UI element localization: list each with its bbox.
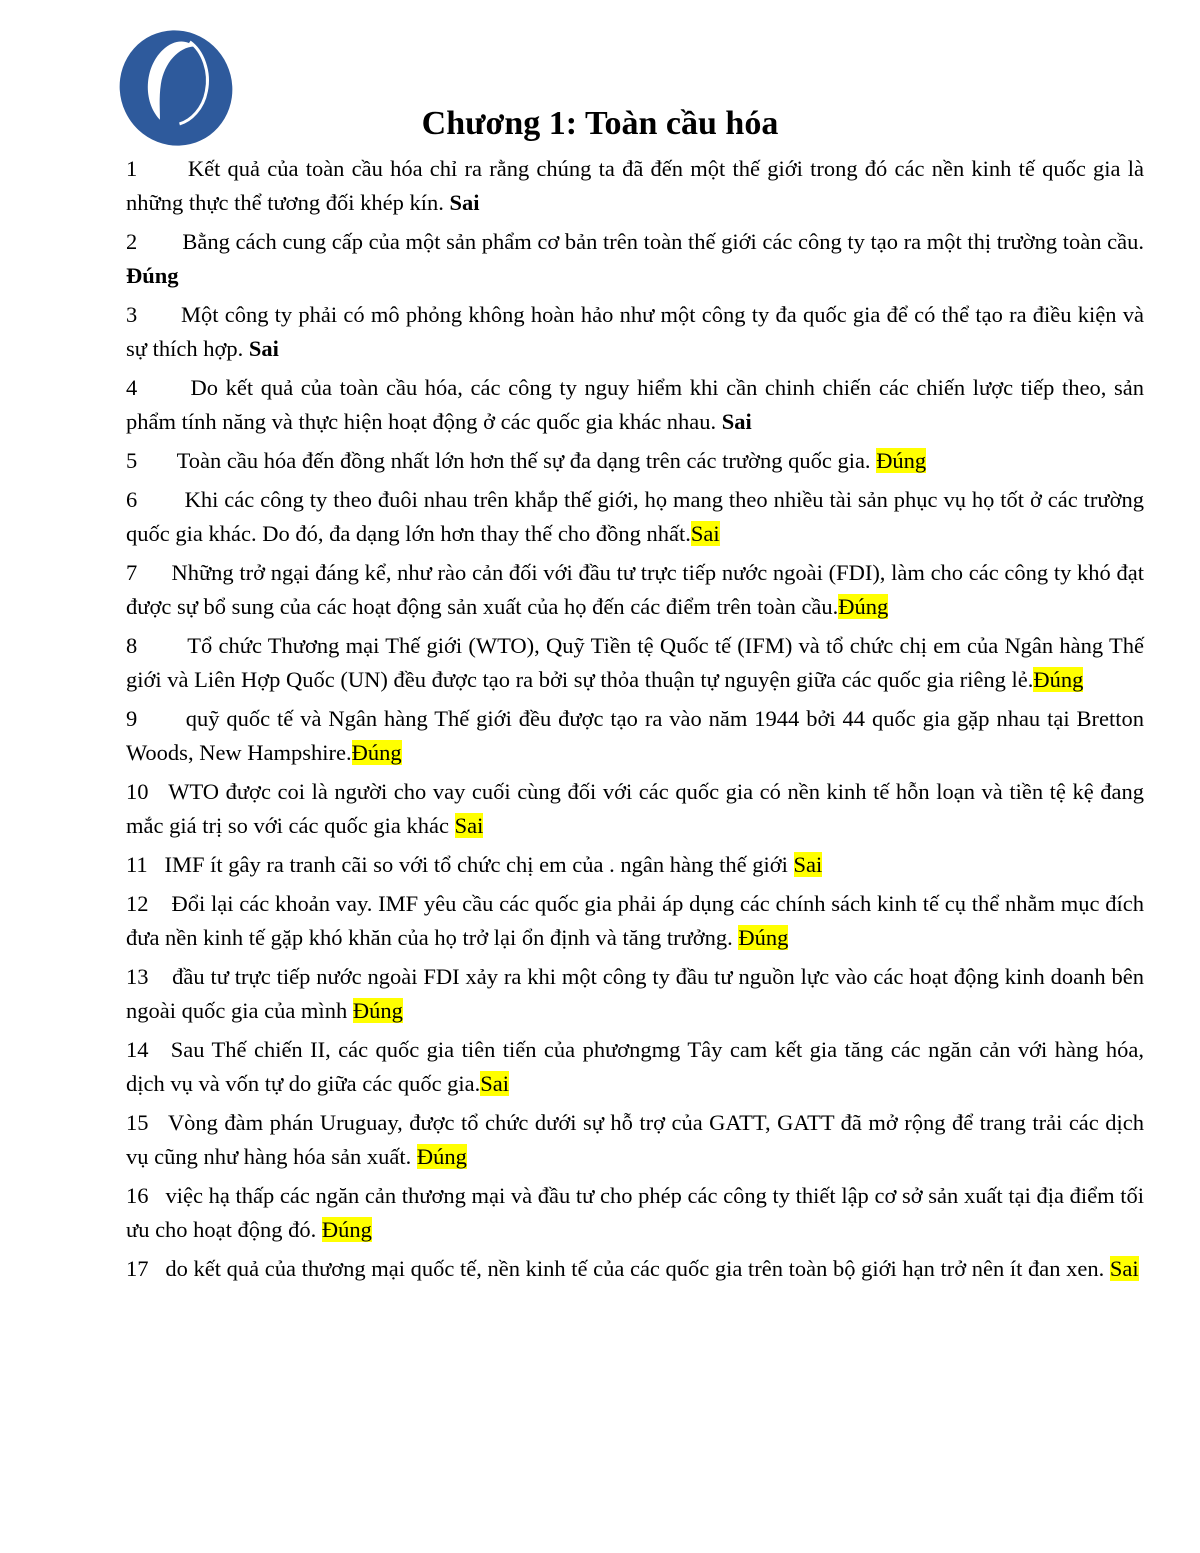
question-item [126, 848, 1144, 882]
question-item [126, 298, 1144, 366]
question-item [126, 1033, 1144, 1101]
question-item [126, 629, 1144, 697]
question-item [126, 444, 1144, 478]
question-text: Tổ chức Thương mại Thế giới (WTO), Quỹ Tiền tệ Quốc tế (IFM) và tổ chức chị em của Ngân hàng Thế giới và Liên Hợp Quốc (UN) đều được tạo ra bởi sự thỏa thuận tự nguyện giữa các quốc gia riêng lẻ. [126, 633, 1144, 692]
question-text: việc hạ thấp các ngăn cản thương mại và đầu tư cho phép các công ty thiết lập cơ sở sản xuất tại địa điểm tối ưu cho hoạt động đó. [126, 1183, 1145, 1242]
question-text: Bằng cách cung cấp của một sản phẩm cơ bản trên toàn thế giới các công ty tạo ra một thị trường toàn cầu. [182, 229, 1144, 254]
answer-label: Đúng [876, 448, 927, 473]
question-number: 14 [126, 1037, 149, 1062]
question-item [126, 152, 1144, 220]
question-list [126, 152, 1144, 1291]
answer-label: Sai [248, 336, 279, 361]
answer-label: Sai [480, 1071, 510, 1096]
answer-label: Sai [449, 190, 480, 215]
question-text: Một công ty phải có mô phỏng không hoàn hảo như một công ty đa quốc gia để có thể tạo ra điều kiện và sự thích hợp. [126, 302, 1145, 361]
question-number: 6 [126, 487, 138, 512]
question-text: Kết quả của toàn cầu hóa chỉ ra rằng chúng ta đã đến một thế giới trong đó các nền kinh tế quốc gia là những thực thể tương đối khép kín. [126, 156, 1145, 215]
question-text: IMF ít gây ra tranh cãi so với tổ chức chị em của . ngân hàng thế giới [164, 852, 794, 877]
question-text: Sau Thế chiến II, các quốc gia tiên tiến của phươngmg Tây cam kết gia tăng các ngăn cản với hàng hóa, dịch vụ và vốn tự do giữa các quốc gia. [126, 1037, 1144, 1096]
question-text: Đổi lại các khoản vay. IMF yêu cầu các quốc gia phải áp dụng các chính sách kinh tế cụ thể nhằm mục đích đưa nền kinh tế gặp khó khăn của họ trở lại ổn định và tăng trưởng. [126, 891, 1144, 950]
question-text: quỹ quốc tế và Ngân hàng Thế giới đều được tạo ra vào năm 1944 bởi 44 quốc gia gặp nhau tại Bretton Woods, New Hampshire. [126, 706, 1145, 765]
question-number: 7 [126, 560, 138, 585]
answer-label: Sai [721, 409, 752, 434]
answer-label: Đúng [1033, 667, 1084, 692]
question-number: 4 [126, 375, 138, 400]
question-number: 11 [126, 852, 148, 877]
question-item [126, 887, 1144, 955]
question-number: 15 [126, 1110, 149, 1135]
question-text: Vòng đàm phán Uruguay, được tổ chức dưới sự hỗ trợ của GATT, GATT đã mở rộng để trang trải các dịch vụ cũng như hàng hóa sản xuất. [126, 1110, 1144, 1169]
question-item [126, 483, 1144, 551]
answer-label: Sai [793, 852, 823, 877]
question-number: 3 [126, 302, 138, 327]
question-number: 10 [126, 779, 149, 804]
question-item [126, 1106, 1144, 1174]
question-text: do kết quả của thương mại quốc tế, nền kinh tế của các quốc gia trên toàn bộ giới hạn trở nên ít đan xen. [165, 1256, 1110, 1281]
question-number: 12 [126, 891, 149, 916]
question-item [126, 702, 1144, 770]
question-number: 5 [126, 448, 138, 473]
question-item [126, 960, 1144, 1028]
question-number: 17 [126, 1256, 149, 1281]
answer-label: Đúng [351, 740, 402, 765]
question-text: đầu tư trực tiếp nước ngoài FDI xảy ra khi một công ty đầu tư nguồn lực vào các hoạt động kinh doanh bên ngoài quốc gia của mình [126, 964, 1145, 1023]
answer-label: Đúng [838, 594, 889, 619]
question-item [126, 556, 1144, 624]
answer-label: Đúng [738, 925, 789, 950]
answer-label: Đúng [321, 1217, 372, 1242]
answer-label: Sai [454, 813, 484, 838]
question-number: 8 [126, 633, 138, 658]
question-number: 13 [126, 964, 149, 989]
question-text: Khi các công ty theo đuôi nhau trên khắp thế giới, họ mang theo nhiều tài sản phục vụ họ tốt ở các trường quốc gia khác. Do đó, đa dạng lớn hơn thay thế cho đồng nhất. [126, 487, 1144, 546]
question-text: Toàn cầu hóa đến đồng nhất lớn hơn thế sự đa dạng trên các trường quốc gia. [176, 448, 877, 473]
question-item [126, 1179, 1144, 1247]
question-item [126, 225, 1144, 293]
question-number: 9 [126, 706, 138, 731]
page-title: Chương 1: Toàn cầu hóa [421, 105, 779, 142]
question-item [126, 775, 1144, 843]
answer-label: Đúng [416, 1144, 467, 1169]
question-number: 2 [126, 229, 138, 254]
answer-label: Sai [1109, 1256, 1139, 1281]
answer-label: Đúng [352, 998, 403, 1023]
question-text: Những trở ngại đáng kể, như rào cản đối với đầu tư trực tiếp nước ngoài (FDI), làm cho các công ty khó đạt được sự bổ sung của các hoạt động sản xuất của họ đến các điểm trên toàn cầu. [126, 560, 1145, 619]
question-number: 16 [126, 1183, 149, 1208]
answer-label: Đúng [126, 263, 179, 288]
question-item [126, 1252, 1144, 1286]
answer-label: Sai [690, 521, 720, 546]
question-number: 1 [126, 156, 138, 181]
question-item [126, 371, 1144, 439]
question-text: WTO được coi là người cho vay cuối cùng đối với các quốc gia có nền kinh tế hỗn loạn và tiền tệ kệ đang mắc giá trị so với các quốc gia khác [126, 779, 1144, 838]
question-text: Do kết quả của toàn cầu hóa, các công ty nguy hiểm khi cần chinh chiến các chiến lược tiếp theo, sản phẩm tính năng và thực hiện hoạt động ở các quốc gia khác nhau. [126, 375, 1144, 434]
